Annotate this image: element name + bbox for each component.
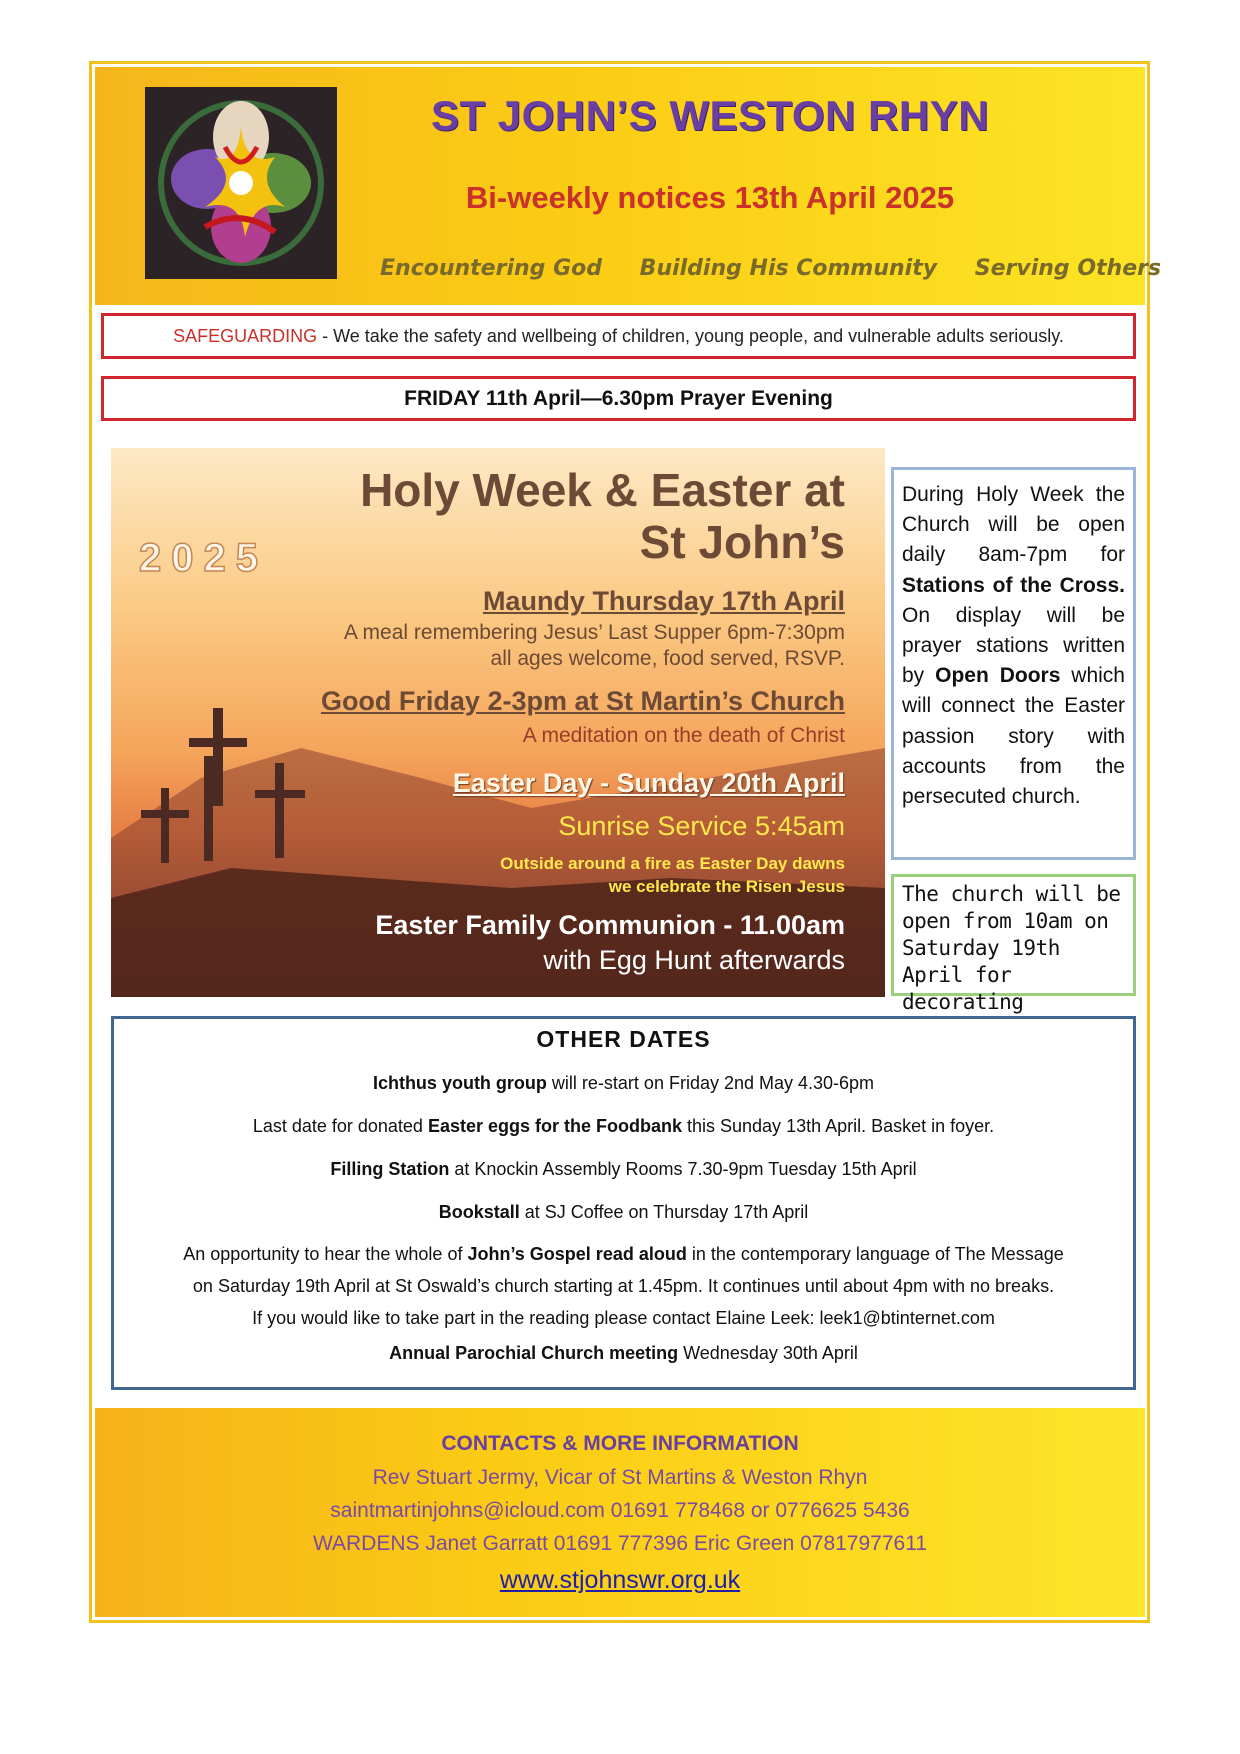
prayer-evening-banner: FRIDAY 11th April—6.30pm Prayer Evening xyxy=(101,376,1136,421)
contacts-heading: CONTACTS & MORE INFORMATION xyxy=(441,1432,799,1455)
motto-item: Encountering God xyxy=(380,256,602,281)
poster-title xyxy=(360,464,845,568)
stations-of-cross: Stations of the Cross. xyxy=(902,573,1125,597)
date-item: Filling Station at Knockin Assembly Rooms 7.30-9pm Tuesday 15th April xyxy=(330,1159,917,1179)
safeguarding-text: - We take the safety and wellbeing of children, young people, and vulnerable adults seriously. xyxy=(317,326,1064,346)
good-friday-heading: Good Friday 2-3pm at St Martin’s Church xyxy=(320,686,845,716)
date-item-line: If you would like to take part in the reading please contact Elaine Leek: leek1@btinternet.com xyxy=(252,1308,995,1328)
motto-item: Serving Others xyxy=(974,256,1162,281)
safeguarding-label: SAFEGUARDING xyxy=(173,326,318,346)
contacts-footer xyxy=(95,1408,1145,1617)
date-item-line: on Saturday 19th April at St Oswald’s church starting at 1.45pm. It continues until about 4pm with no breaks. xyxy=(192,1276,1055,1296)
easter-day-heading: Easter Day - Sunday 20th April xyxy=(452,768,845,798)
holy-week-paragraph xyxy=(902,601,1125,812)
holy-week-text: On display will be prayer stations written by xyxy=(902,603,1125,688)
poster-title-line: Holy Week & Easter at xyxy=(360,464,845,516)
vicar-line: Rev Stuart Jermy, Vicar of St Martins & Weston Rhyn xyxy=(372,1466,868,1489)
maundy-detail: all ages welcome, food served, RSVP. xyxy=(490,647,845,670)
date-item: Ichthus youth group will re-start on Friday 2nd May 4.30-6pm xyxy=(372,1073,875,1093)
holy-week-text: which will connect the Easter passion story with accounts from the persecuted church. xyxy=(902,664,1125,809)
other-dates-heading: OTHER DATES xyxy=(536,1026,711,1052)
date-item: Bookstall at SJ Coffee on Thursday 17th April xyxy=(438,1202,809,1222)
motto-item: Building His Community xyxy=(639,256,938,281)
holy-week-box xyxy=(891,467,1136,860)
date-item: Last date for donated Easter eggs for the Foodbank this Sunday 13th April. Basket in foyer. xyxy=(252,1116,995,1136)
wardens-line: WARDENS Janet Garratt 01691 777396 Eric Green 07817977611 xyxy=(312,1532,928,1555)
date-item: Annual Parochial Church meeting Wednesday 30th April xyxy=(389,1343,858,1363)
egg-hunt: with Egg Hunt afterwards xyxy=(543,945,845,975)
open-doors: Open Doors xyxy=(935,664,1061,688)
website-link[interactable]: www.stjohnswr.org.uk xyxy=(499,1566,741,1594)
decorating-box: The church will be open from 10am on Saturday 19th April for decorating xyxy=(891,874,1136,996)
safeguarding-banner xyxy=(101,313,1136,359)
communion-heading: Easter Family Communion - 11.00am xyxy=(375,910,845,940)
maundy-detail: A meal remembering Jesus’ Last Supper 6pm-7:30pm xyxy=(343,621,845,644)
easter-poster xyxy=(111,448,885,997)
other-dates-box xyxy=(111,1016,1136,1390)
good-friday-detail: A meditation on the death of Christ xyxy=(522,724,845,747)
motto xyxy=(380,256,1191,281)
page-title: ST JOHN’S WESTON RHYN xyxy=(430,92,990,139)
sunrise-detail: we celebrate the Risen Jesus xyxy=(608,877,845,896)
sunrise-service: Sunrise Service 5:45am xyxy=(558,811,845,841)
poster-title-line: St John’s xyxy=(639,516,845,568)
notices-date: Bi-weekly notices 13th April 2025 xyxy=(465,180,955,215)
holy-week-paragraph xyxy=(902,480,1125,601)
holy-week-text: During Holy Week the Church will be open daily 8am-7pm for xyxy=(902,483,1125,567)
maundy-heading: Maundy Thursday 17th April xyxy=(482,586,845,616)
contact-line: saintmartinjohns@icloud.com 01691 778468 or 0776625 5436 xyxy=(330,1499,910,1522)
sunrise-detail: Outside around a fire as Easter Day dawns xyxy=(500,854,845,873)
date-item: An opportunity to hear the whole of John’s Gospel read aloud in the contemporary language of The Message xyxy=(183,1244,1064,1264)
poster-year: 2025 xyxy=(139,536,268,580)
stained-glass-logo xyxy=(145,87,337,279)
